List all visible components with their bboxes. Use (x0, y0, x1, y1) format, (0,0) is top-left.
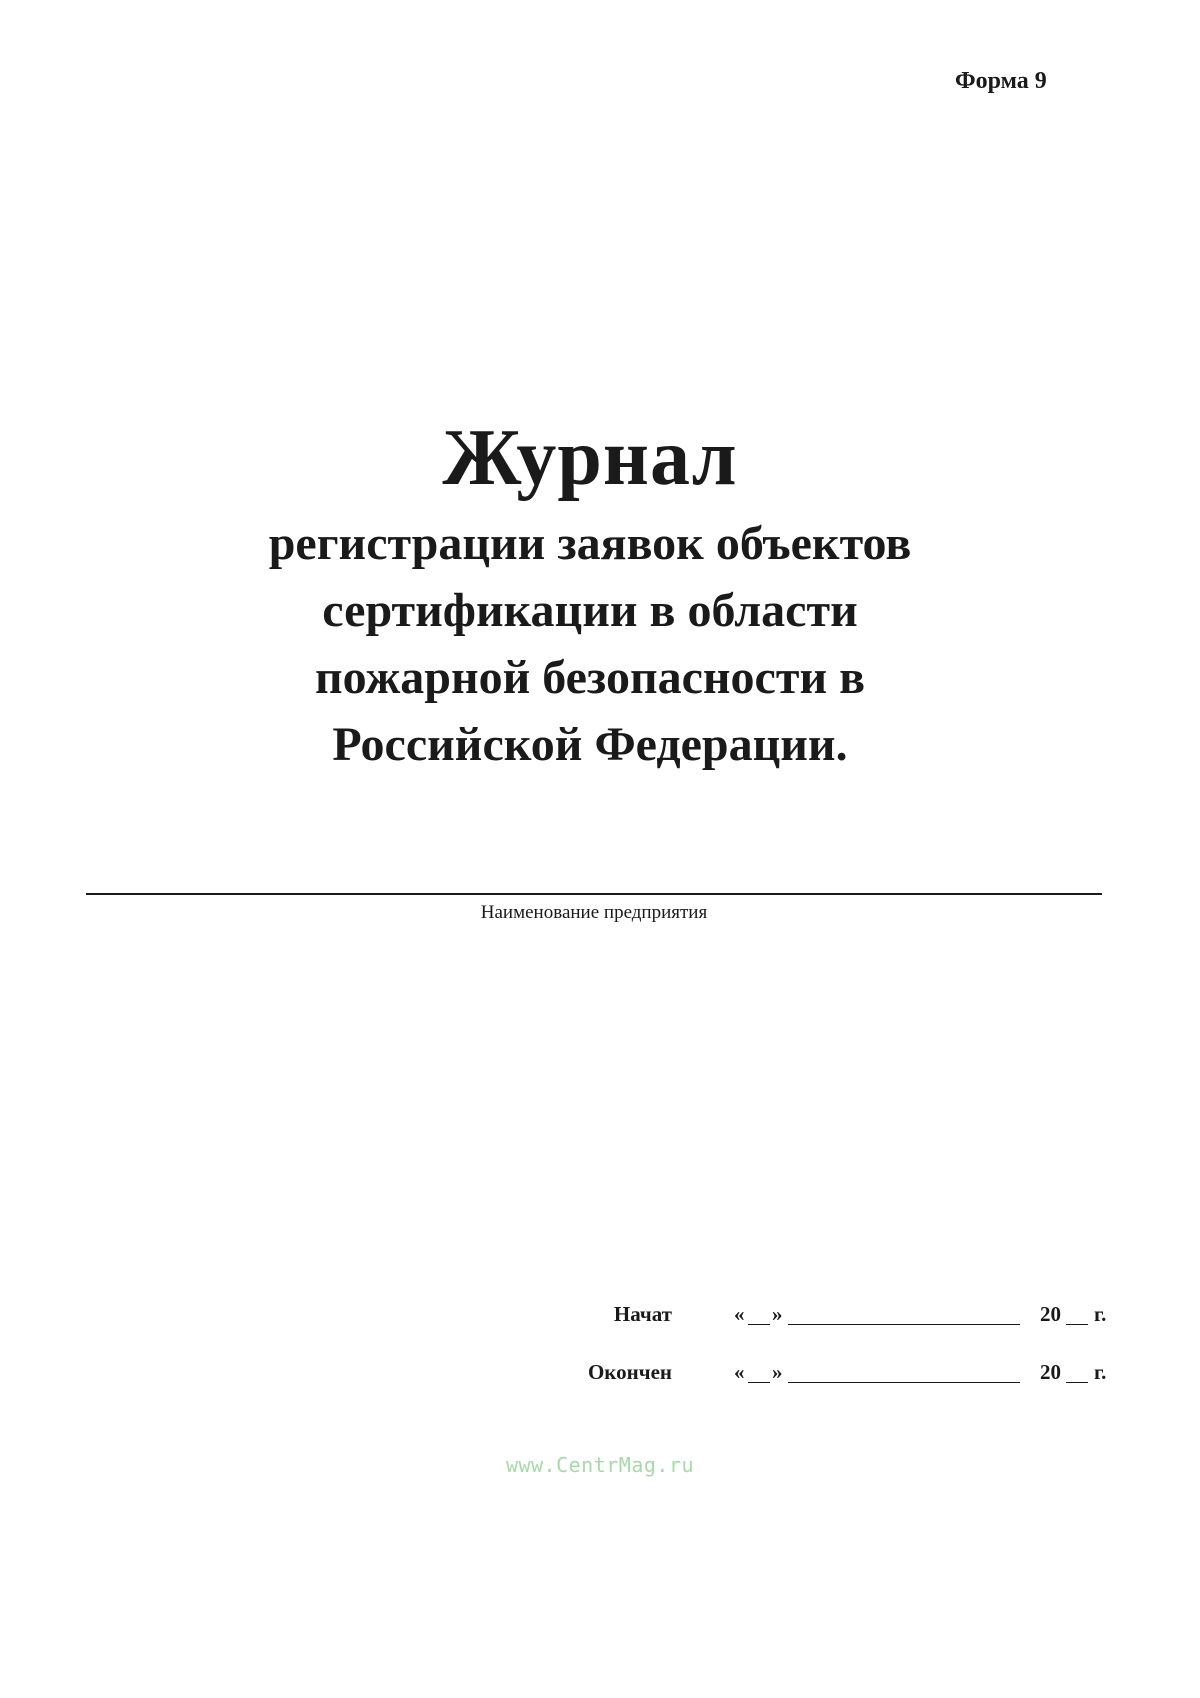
quote-open: « (734, 1360, 745, 1384)
subtitle-line: регистрации заявок объектов (268, 517, 912, 570)
subtitle-line: Российской Федерации. (332, 718, 848, 771)
organization-name-line[interactable] (86, 893, 1102, 895)
end-year-prefix: 20 (1040, 1360, 1061, 1384)
form-number: Форма 9 (955, 68, 1047, 94)
document-title-block (160, 414, 1020, 778)
quote-close: » (772, 1302, 783, 1326)
organization-caption: Наименование предприятия (480, 902, 708, 923)
subtitle-line: пожарной безопасности в (314, 651, 866, 704)
end-month-blank[interactable] (788, 1382, 1020, 1383)
start-year-suffix: г. (1094, 1302, 1107, 1326)
end-year-suffix: г. (1094, 1360, 1107, 1384)
subtitle-line: сертификации в области (322, 584, 858, 637)
start-year-blank[interactable] (1066, 1324, 1088, 1325)
end-day-blank[interactable] (748, 1382, 770, 1383)
watermark: www.CentrMag.ru (505, 1453, 695, 1477)
end-date-label: Окончен (587, 1360, 672, 1384)
end-year-blank[interactable] (1066, 1382, 1088, 1383)
document-title: Журнал (442, 414, 738, 502)
quote-close: » (772, 1360, 783, 1384)
start-year-prefix: 20 (1040, 1302, 1061, 1326)
start-date-row (570, 1302, 1110, 1334)
start-day-blank[interactable] (748, 1324, 770, 1325)
document-subtitle (160, 510, 1020, 778)
start-month-blank[interactable] (788, 1324, 1020, 1325)
end-date-row (570, 1360, 1110, 1392)
quote-open: « (734, 1302, 745, 1326)
start-date-label: Начат (613, 1302, 672, 1326)
